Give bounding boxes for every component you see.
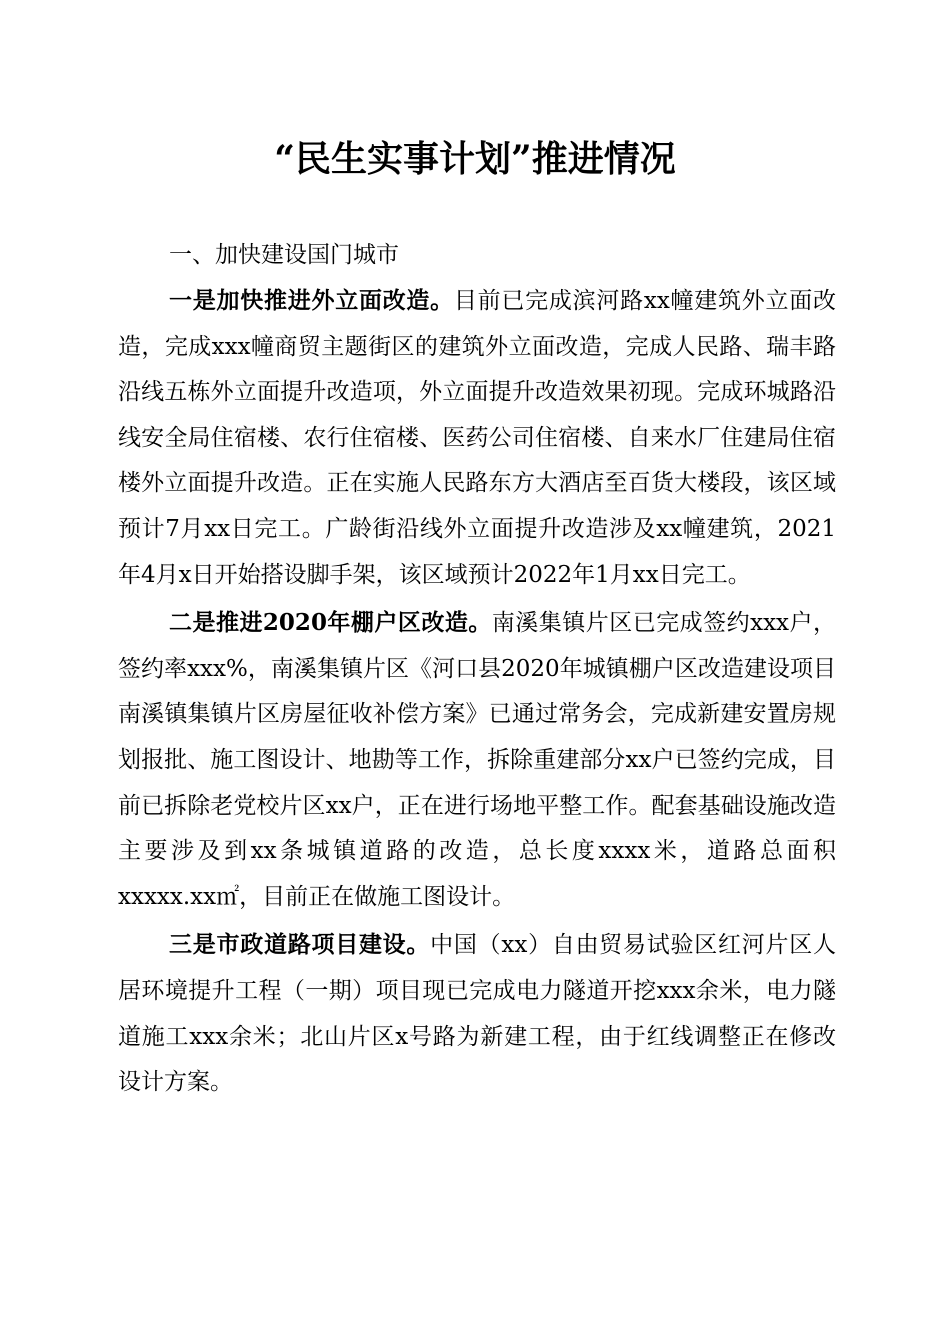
paragraph-text: 目前已完成滨河路xx幢建筑外立面改造，完成xxx幢商贸主题街区的建筑外立面改造，完成人民路、瑞丰路沿线五栋外立面提升改造项，外立面提升改造效果初现。完成环城路沿线安全局住宿楼、农行住宿楼、医药公司住宿楼、自来水厂住建局住宿楼外立面提升改造。正在实施人民路东方大酒店至百货大楼段，该区域预计7月xx日完工。广龄街沿线外立面提升改造涉及xx幢建筑，2021年4月x日开始搭设脚手架，该区域预计2022年1月xx日完工。 bbox=[118, 288, 837, 588]
section-heading: 一、加快建设国门城市 bbox=[169, 242, 399, 268]
paragraph-text: 南溪集镇片区已完成签约xxx户，签约率xxx%，南溪集镇片区《河口县2020年城镇棚户区改造建设项目南溪镇集镇片区房屋征收补偿方案》已通过常务会，完成新建安置房规划报批、施工图设计、地勘等工作，拆除重建部分xx户已签约完成，目前已拆除老党校片区xx户，正在进行场地平整工作。配套基础设施改造主要涉及到xx条城镇道路的改造，总长度xxxx米，道路总面积xxxxx.xx㎡，目前正在做施工图设计。 bbox=[118, 610, 836, 910]
paragraph-lead: 一是加快推进外立面改造。 bbox=[169, 287, 454, 314]
paragraph-lead: 二是推进2020年棚户区改造。 bbox=[169, 609, 492, 637]
document-title: “民生实事计划”推进情况 bbox=[274, 138, 676, 180]
document-body bbox=[118, 278, 836, 1106]
paragraph-text: 中国（xx）自由贸易试验区红河片区人居环境提升工程（一期）项目现已完成电力隧道开挖xxx余米，电力隧道施工xxx余米；北山片区x号路为新建工程，由于红线调整正在修改设计方案。 bbox=[118, 932, 836, 1096]
paragraph-shantytown-renovation bbox=[118, 600, 836, 920]
paragraph-municipal-roads bbox=[118, 922, 836, 1105]
paragraph-lead: 三是市政道路项目建设。 bbox=[169, 931, 431, 959]
paragraph-facade-renovation bbox=[118, 278, 836, 598]
